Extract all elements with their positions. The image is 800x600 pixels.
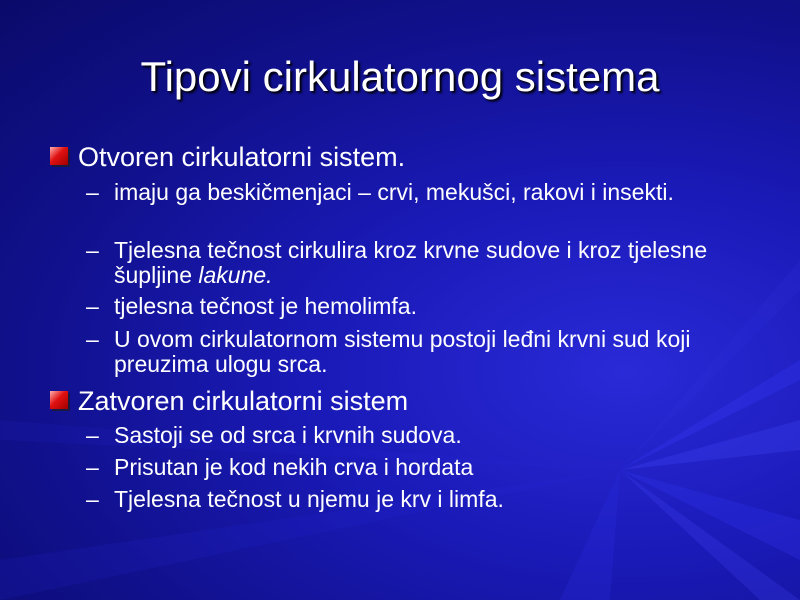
dash-bullet: – [86, 454, 99, 480]
dash-bullet: – [86, 486, 99, 512]
dash-bullet: – [86, 293, 99, 319]
section-heading-open: Otvoren cirkulatorni sistem. [78, 142, 406, 172]
list-item [114, 238, 754, 288]
list-item: Tjelesna tečnost u njemu je krv i limfa. [114, 486, 504, 512]
list-item-text: Tjelesna tečnost cirkulira kroz krvne sudove i kroz tjelesne šupljine [114, 237, 708, 288]
dash-bullet: – [86, 179, 99, 205]
dash-bullet: – [86, 237, 99, 263]
red-square-bullet-icon [50, 391, 68, 409]
red-square-bullet-icon [50, 147, 68, 165]
list-item: imaju ga beskičmenjaci – crvi, mekušci, rakovi i insekti. [114, 179, 674, 205]
section-heading-closed: Zatvoren cirkulatorni sistem [78, 386, 409, 416]
list-item-italic-term: lakune. [198, 262, 273, 288]
dash-bullet: – [86, 422, 99, 448]
dash-bullet: – [86, 326, 99, 352]
list-item: Sastoji se od srca i krvnih sudova. [114, 422, 462, 448]
list-item: U ovom cirkulatornom sistemu postoji leđni krvni sud koji preuzima ulogu srca. [114, 326, 691, 377]
slide-title: Tipovi cirkulatornog sistema [140, 53, 660, 100]
list-item: tjelesna tečnost je hemolimfa. [114, 293, 417, 319]
list-item: Prisutan je kod nekih crva i hordata [114, 454, 474, 480]
